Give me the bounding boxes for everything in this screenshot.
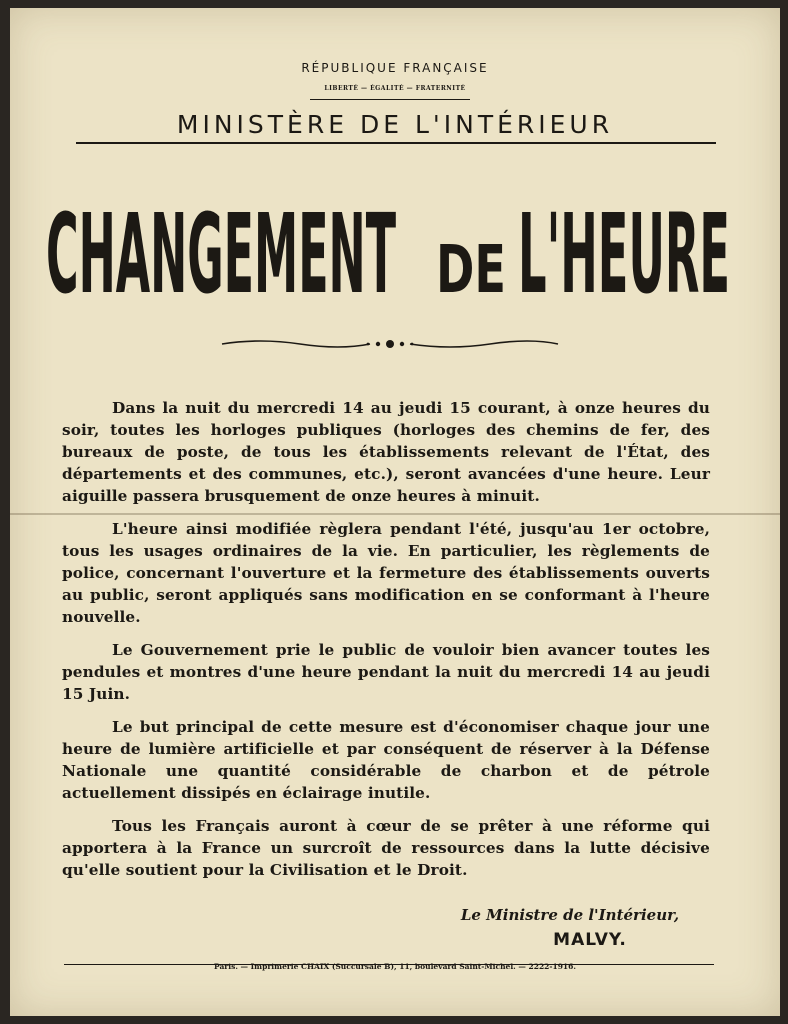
motto-underline (310, 99, 470, 100)
poster-sheet (10, 8, 780, 1016)
ministry-title: MINISTÈRE DE L'INTÉRIEUR (176, 110, 614, 139)
headline (40, 180, 740, 315)
headline-word-lheure: L'HEURE (518, 190, 730, 315)
paragraph-5: Tous les Français auront à cœur de se prêter à une réforme qui apportera à la France un surcroît de ressources dans la lutte décisive qu'elle soutient pour la Civilisation et le Droit. (62, 817, 710, 879)
ministry-rule (76, 142, 716, 144)
republic-motto: LIBERTÉ — ÉGALITÉ — FRATERNITÉ (324, 85, 466, 92)
signature-title: Le Ministre de l'Intérieur, (460, 906, 680, 924)
headline-word-de: DE (436, 231, 506, 308)
notice-body (62, 397, 710, 892)
paragraph-1: Dans la nuit du mercredi 14 au jeudi 15 courant, à onze heures du soir, toutes les horloges publiques (horloges des chemins de fer, des bureaux de poste, de tous les établissements relevant de l'État, des départements et des communes, etc.), seront avancées d'une heure. Leur aiguille passera brusquement de onze heures à minuit. (62, 399, 710, 505)
signature-name: MALVY. (553, 930, 627, 950)
printer-credit: Paris. — Imprimerie CHAIX (Succursale B), 11, boulevard Saint-Michel. — 2222-1916. (214, 962, 576, 971)
headline-word-changement: CHANGEMENT (46, 190, 396, 315)
paragraph-4: Le but principal de cette mesure est d'économiser chaque jour une heure de lumière artificielle et par conséquent de réserver à la Défense Nationale une quantité considérable de charbon et de pétrole actuellement dissipés en éclairage inutile. (62, 718, 710, 802)
paragraph-2: L'heure ainsi modifiée règlera pendant l'été, jusqu'au 1er octobre, tous les usages ordinaires de la vie. En particulier, les règlements de police, concernant l'ouverture et la fermeture des établissements ouverts au public, seront appliqués sans modification en se conformant à l'heure nouvelle. (62, 520, 710, 626)
paragraph-3: Le Gouvernement prie le public de vouloir bien avancer toutes les pendules et montres d'une heure pendant la nuit du mercredi 14 au jeudi 15 Juin. (62, 641, 710, 703)
decorative-flourish (220, 336, 560, 352)
republic-title: RÉPUBLIQUE FRANÇAISE (301, 61, 489, 75)
